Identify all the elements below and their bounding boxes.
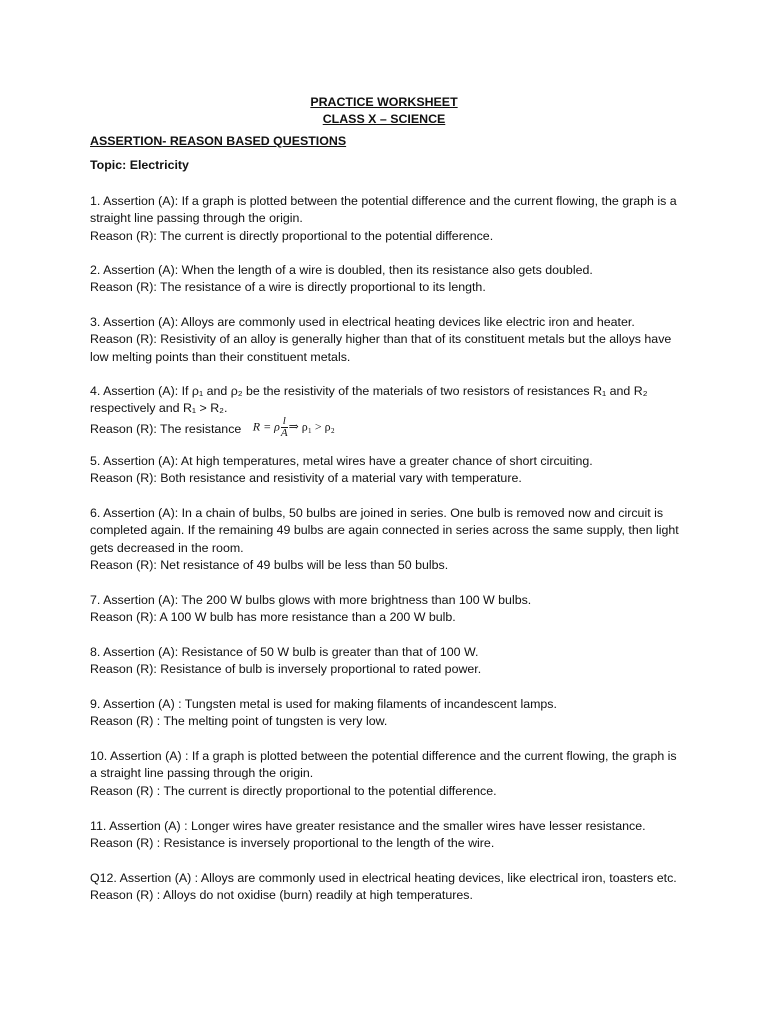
reason-text: Reason (R): A 100 W bulb has more resistance than a 200 W bulb. <box>90 610 456 625</box>
reason-text: Reason (R) : Alloys do not oxidise (burn) readily at high temperatures. <box>90 888 473 903</box>
title-line-1: PRACTICE WORKSHEET <box>310 95 458 109</box>
question-5 <box>90 453 682 488</box>
resistance-formula <box>253 416 335 439</box>
reason-text: Reason (R): Resistance of bulb is inversely proportional to rated power. <box>90 662 482 677</box>
assertion-text: 2. Assertion (A): When the length of a wire is doubled, then its resistance also gets doubled. <box>90 263 593 277</box>
question-4 <box>90 383 682 441</box>
formula-numerator: l <box>282 414 286 427</box>
question-7 <box>90 592 682 627</box>
assertion-text: 4. Assertion (A): If ρ₁ and ρ₂ be the resistivity of the materials of two resistors of resistances R₁ and R₂ respectively and R₁ > R₂. <box>90 384 648 416</box>
formula-denominator: A <box>280 426 288 439</box>
reason-text: Reason (R) : Resistance is inversely proportional to the length of the wire. <box>90 836 495 851</box>
topic-heading: Topic: Electricity <box>90 158 189 172</box>
reason-text: Reason (R) : The melting point of tungsten is very low. <box>90 714 388 729</box>
reason-label: Reason (R): The resistance <box>90 421 242 436</box>
question-12 <box>90 870 682 905</box>
section-heading: ASSERTION- REASON BASED QUESTIONS <box>90 134 347 148</box>
reason-text: Reason (R): Resistivity of an alloy is generally higher than that of its constituent metals but the alloys have low melting points than their constituent metals. <box>90 332 672 364</box>
assertion-text: Q12. Assertion (A) : Alloys are commonly used in electrical heating devices, like electrical iron, toasters etc. <box>90 871 677 885</box>
question-1 <box>90 193 682 245</box>
question-10 <box>90 748 682 800</box>
assertion-text: 7. Assertion (A): The 200 W bulbs glows with more brightness than 100 W bulbs. <box>90 593 532 607</box>
title-line-2: CLASS X – SCIENCE <box>322 111 446 126</box>
reason-text: Reason (R) : The current is directly proportional to the potential difference. <box>90 783 497 798</box>
assertion-text: 1. Assertion (A): If a graph is plotted between the potential difference and the current flowing, the graph is a straight line passing through the origin. <box>90 194 677 226</box>
question-3 <box>90 314 682 366</box>
assertion-text: 3. Assertion (A): Alloys are commonly used in electrical heating devices like electric iron and heater. <box>90 315 635 329</box>
assertion-text: 5. Assertion (A): At high temperatures, metal wires have a greater chance of short circuiting. <box>90 454 593 468</box>
reason-text <box>90 414 682 441</box>
question-6 <box>90 505 682 575</box>
formula-rhs: ⇒ ρ₁ > ρ₂ <box>288 419 335 434</box>
assertion-text: 9. Assertion (A) : Tungsten metal is used for making filaments of incandescent lamps. <box>90 697 557 711</box>
assertion-text: 10. Assertion (A) : If a graph is plotted between the potential difference and the current flowing, the graph is a straight line passing through the origin. <box>90 749 677 781</box>
reason-text: Reason (R): The resistance of a wire is directly proportional to its length. <box>90 280 486 295</box>
formula-fraction <box>281 416 288 439</box>
question-2 <box>90 262 682 297</box>
assertion-text: 11. Assertion (A) : Longer wires have greater resistance and the smaller wires have lesser resistance. <box>90 819 646 833</box>
assertion-text: 8. Assertion (A): Resistance of 50 W bulb is greater than that of 100 W. <box>90 645 479 659</box>
question-11 <box>90 818 682 853</box>
worksheet-title <box>0 94 768 127</box>
reason-text: Reason (R): The current is directly proportional to the potential difference. <box>90 228 494 243</box>
question-8 <box>90 644 682 679</box>
formula-lhs: R = ρ <box>252 419 280 434</box>
assertion-text: 6. Assertion (A): In a chain of bulbs, 50 bulbs are joined in series. One bulb is removed now and circuit is completed again. If the remaining 49 bulbs are again connected in series across the same supply, then light gets decreased in the room. <box>90 506 679 555</box>
reason-text: Reason (R): Both resistance and resistivity of a material vary with temperature. <box>90 471 522 486</box>
question-9 <box>90 696 682 731</box>
reason-text: Reason (R): Net resistance of 49 bulbs will be less than 50 bulbs. <box>90 558 449 573</box>
